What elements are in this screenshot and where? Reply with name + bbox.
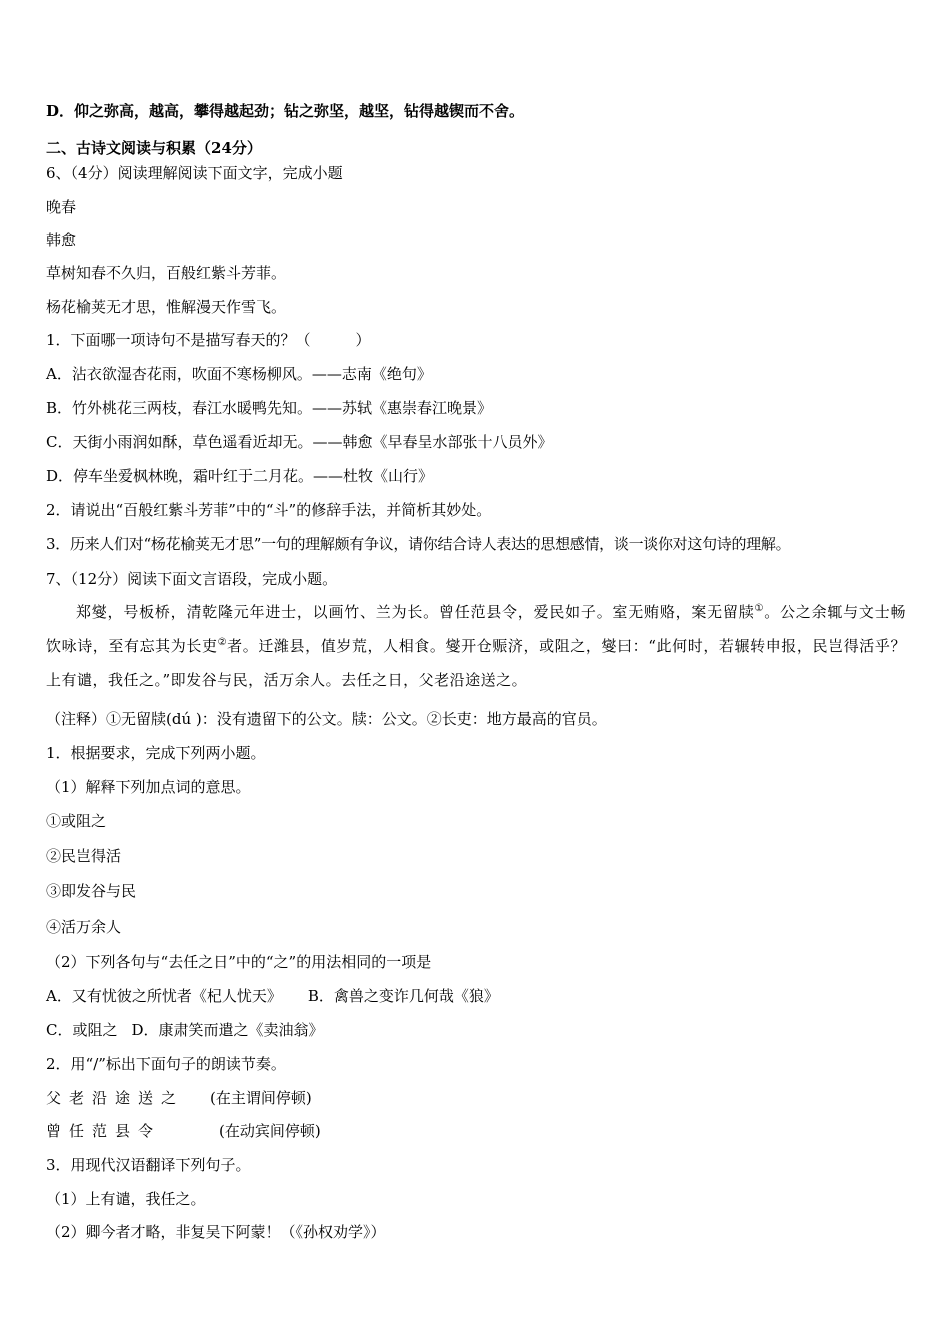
q6-stem: 6、（4分）阅读理解阅读下面文字，完成小题 xyxy=(46,164,343,182)
passage-text-2: 。公之余辄与文士畅饮咏诗，至有忘其为长吏 xyxy=(46,603,906,655)
poem-author: 韩愈 xyxy=(46,231,77,249)
translate-item-2: （2）卿今者才略，非复吴下阿蒙！（《孙权劝学》） xyxy=(46,1223,386,1241)
option-b: B．禽兽之变诈几何哉《狼》 xyxy=(307,987,499,1005)
q7-sub1-part1: （1）解释下列加点词的意思。 xyxy=(46,778,251,796)
poem-line-1: 草树知春不久归，百般红紫斗芳菲。 xyxy=(46,264,287,282)
poem-line-2: 杨花榆荚无才思，惟解漫天作雪飞。 xyxy=(46,298,287,316)
word-item-1: ①或阻之 xyxy=(46,812,107,830)
q7-stem: 7、（12分）阅读下面文言语段，完成小题。 xyxy=(46,570,338,588)
q6-sub1-option-c: C．天街小雨润如酥，草色遥看近却无。——韩愈《早春呈水部张十八员外》 xyxy=(46,433,553,451)
annotation: （注释）①无留牍(dú )：没有遗留下的公文。牍：公文。②长吏：地方最高的官员。 xyxy=(46,710,607,728)
options-row-cd xyxy=(46,1020,324,1040)
q6-sub1-option-a: A．沾衣欲湿杏花雨，吹面不寒杨柳风。——志南《绝句》 xyxy=(46,365,432,383)
passage-text-3: 者。迁潍县，值岁荒，人相食。燮开仓赈济，或阻之，燮曰：“此何时，若辗转申报，民岂得活乎？上有谴，我任之。”即发谷与民，活万余人。去任之日，父老沿途送之。 xyxy=(46,637,906,689)
q6-sub1: 1．下面哪一项诗句不是描写春天的？（ ） xyxy=(46,331,371,349)
options-row-ab xyxy=(46,986,499,1006)
q7-sub2: 2．用“/”标出下面句子的朗读节奏。 xyxy=(46,1055,286,1073)
rhythm-sentence-2: 曾任范县令 xyxy=(46,1122,162,1140)
word-item-4: ④活万余人 xyxy=(46,918,122,936)
note-marker-1: ① xyxy=(754,603,765,614)
q6-sub3: 3．历来人们对“杨花榆荚无才思”一句的理解颇有争议，请你结合诗人表达的思想感情，谈一谈你对这句诗的理解。 xyxy=(46,535,791,553)
section-heading: 二、古诗文阅读与积累（24分） xyxy=(46,139,262,157)
rhythm-line-1 xyxy=(46,1088,312,1108)
q7-sub3: 3．用现代汉语翻译下列句子。 xyxy=(46,1156,251,1174)
option-d: D．康肃笑而遣之《卖油翁》 xyxy=(131,1021,324,1039)
word-item-3: ③即发谷与民 xyxy=(46,882,137,900)
passage-text-1: 郑燮，号板桥，清乾隆元年进士，以画竹、兰为长。曾任范县令，爱民如子。室无贿赂，案无留牍 xyxy=(76,603,755,621)
q6-sub1-option-d: D．停车坐爱枫林晚，霜叶红于二月花。——杜牧《山行》 xyxy=(46,467,434,485)
translate-item-1: （1）上有谴，我任之。 xyxy=(46,1190,206,1208)
classical-passage xyxy=(46,595,906,697)
poem-title: 晚春 xyxy=(46,198,77,216)
q6-sub2: 2．请说出“百般红紫斗芳菲”中的“斗”的修辞手法，并简析其妙处。 xyxy=(46,501,492,519)
option-c: C．或阻之 xyxy=(46,1021,118,1039)
word-item-2: ②民岂得活 xyxy=(46,847,122,865)
q5-option-d: D．仰之弥高，越高，攀得越起劲；钻之弥坚，越坚，钻得越锲而不舍。 xyxy=(46,102,525,120)
q6-sub1-option-b: B．竹外桃花三两枝，春江水暖鸭先知。——苏轼《惠崇春江晚景》 xyxy=(46,399,493,417)
rhythm-line-2 xyxy=(46,1121,321,1141)
q7-sub1: 1．根据要求，完成下列两小题。 xyxy=(46,744,266,762)
rhythm-hint-2: (在动宾间停顿) xyxy=(219,1122,321,1140)
rhythm-hint-1: (在主谓间停顿) xyxy=(210,1089,312,1107)
option-a: A．又有忧彼之所忧者《杞人忧天》 xyxy=(46,987,282,1005)
rhythm-sentence-1: 父老沿途送之 xyxy=(46,1089,185,1107)
q7-sub1-part2: （2）下列各句与“去任之日”中的“之”的用法相同的一项是 xyxy=(46,953,432,971)
note-marker-2: ② xyxy=(217,637,228,648)
